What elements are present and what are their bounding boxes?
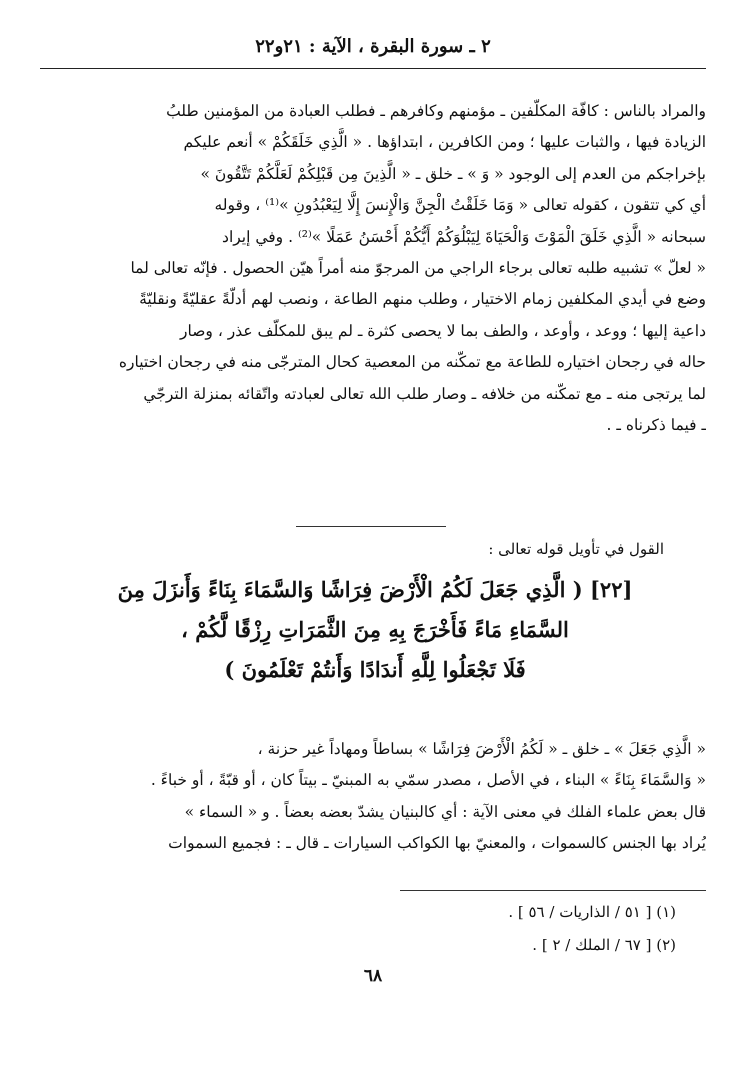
running-header: ٢ ـ سورة البقرة ، الآية : ٢١و٢٢ <box>255 36 491 57</box>
commentary-line: قال بعض علماء الفلك في معنى الآية : أي كالبنيان يشدّ بعضه بعضاً . و « السماء » <box>184 802 706 821</box>
footnote: (١) [ ٥١ / الذاريات / ٥٦ ] . <box>508 903 676 921</box>
paragraph-line: « لعلّ » تشبيه طلبه تعالى برجاء الراجي من المرجوّ منه أمراً هيّن الحصول . فإنّه تعالى لما <box>130 258 706 277</box>
paragraph-line: الزيادة فيها ، والثبات عليها ؛ ومن الكافرين ، ابتداؤها . « الَّذِي خَلَقَكُمْ » أنعم عليكم <box>183 133 706 152</box>
paragraph-line: أي كي تتقون ، كقوله تعالى « وَمَا خَلَقْتُ الْجِنَّ وَالْإِنسَ إِلَّا لِيَعْبُدُونِ »⁽¹⁾ ، وقوله <box>214 196 706 215</box>
paragraph-line: داعية إليها ؛ ووعد ، وأوعد ، والطف بما لا يحصى كثرة ـ لم يبق للمكلّف عذر ، وصار <box>180 321 706 340</box>
footnote-divider <box>400 890 706 891</box>
paragraph-line: لما يرتجى منه ـ مع تمكّنه من خلافه ـ وصار طلب الله تعالى لعبادته واتّقائه بمنزلة الترجّي <box>143 384 706 403</box>
section-divider <box>296 526 446 527</box>
commentary-line: « الَّذِي جَعَلَ » ـ خلق ـ « لَكُمُ الْأَرْضَ فِرَاشًا » بساطاً ومهاداً غير حزنة ، <box>257 740 706 758</box>
footnotes <box>40 896 676 962</box>
commentary-line: يُراد بها الجنس كالسموات ، والمعنيّ بها الكواكب السيارات ـ قال ـ : فجميع السموات <box>168 834 706 853</box>
page-number: ٦٨ <box>363 966 383 986</box>
section-heading: القول في تأويل قوله تعالى : <box>488 540 664 558</box>
verse-line: فَلَا تَجْعَلُوا لِلَّهِ أَندَادًا وَأَنتُمْ تَعْلَمُونَ ) <box>224 657 526 682</box>
quranic-verse <box>40 570 710 690</box>
paragraph-line: حاله في رجحان اختياره للطاعة مع تمكّنه من المعصية كحال المترجّى منه في رجحان اختياره <box>118 353 706 372</box>
verse-line: [٢٢] ( الَّذِي جَعَلَ لَكُمُ الْأَرْضَ فِرَاشًا وَالسَّمَاءَ بِنَاءً وَأَنزَلَ مِنَ <box>117 577 633 602</box>
footnote: (٢) [ ٦٧ / الملك / ٢ ] . <box>532 936 676 954</box>
verse-commentary <box>40 734 706 860</box>
commentary-paragraph <box>40 96 706 441</box>
paragraph-line: ـ فيما ذكرناه ـ . <box>606 415 706 434</box>
paragraph-line: بإخراجكم من العدم إلى الوجود « وَ » ـ خلق ـ « الَّذِينَ مِن قَبْلِكُمْ لَعَلَّكُمْ تَتَّقُونَ » <box>200 164 706 183</box>
commentary-line: « وَالسَّمَاءَ بِنَاءً » البناء ، في الأصل ، مصدر سمّي به المبنيّ ـ بيتاً كان ، أو قبّةً ، أو خباءً . <box>150 771 706 790</box>
header-divider <box>40 68 706 69</box>
paragraph-line: والمراد بالناس : كافّة المكلّفين ـ مؤمنهم وكافرهم ـ فطلب العبادة من المؤمنين طلبُ <box>166 102 706 120</box>
paragraph-line: وضع في أيدي المكلفين زمام الاختيار ، وطلب منهم الطاعة ، ونصب لهم أدلّةً عقليّةً ونقليّةً <box>139 290 706 309</box>
verse-line: السَّمَاءِ مَاءً فَأَخْرَجَ بِهِ مِنَ الثَّمَرَاتِ رِزْقًا لَّكُمْ ، <box>181 617 569 642</box>
paragraph-line: سبحانه « الَّذِي خَلَقَ الْمَوْتَ وَالْحَيَاةَ لِيَبْلُوَكُمْ أَيُّكُمْ أَحْسَنُ عَمَلًا »⁽²⁾ . وفي إيراد <box>222 227 706 246</box>
